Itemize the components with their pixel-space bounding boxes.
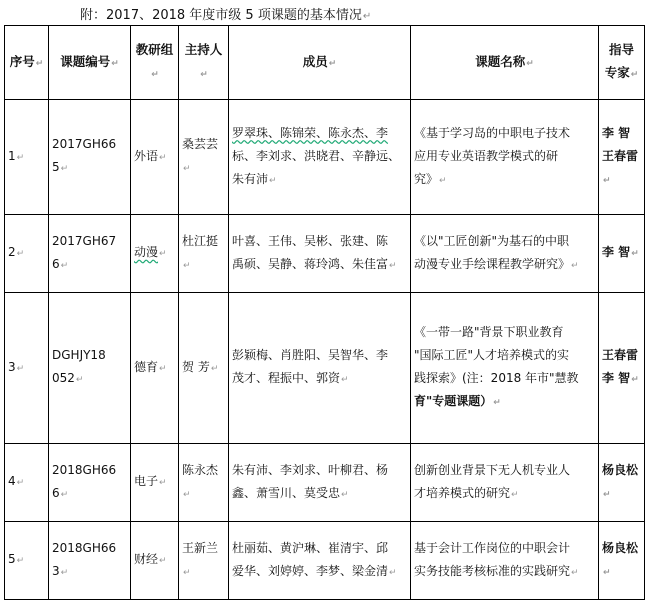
cell-members: 杜丽茹、黄沪琳、崔清宇、邱 爱华、刘婷婷、李梦、梁金清↵ (229, 522, 411, 600)
cell-no: 2↵ (5, 215, 49, 293)
cell-no: 3↵ (5, 293, 49, 444)
cell-code: 2017GH67 6↵ (49, 215, 131, 293)
cell-no: 4↵ (5, 444, 49, 522)
cell-code: 2018GH66 6↵ (49, 444, 131, 522)
cell-host: 杜江挺↵ (179, 215, 229, 293)
cell-title: 创新创业背景下无人机专业人 才培养模式的研究↵ (411, 444, 599, 522)
header-members: 成员↵ (229, 26, 411, 100)
cell-expert: 杨良松↵ (599, 522, 645, 600)
cell-expert: 杨良松↵ (599, 444, 645, 522)
cell-group: 德育↵ (131, 293, 179, 444)
cell-host: 王新兰↵ (179, 522, 229, 600)
cell-group: 外语↵ (131, 100, 179, 215)
header-row (5, 26, 645, 100)
cell-title: 《以"工匠创新"为基石的中职 动漫专业手绘课程教学研究》↵ (411, 215, 599, 293)
cell-no: 5↵ (5, 522, 49, 600)
cell-code: DGHJY18 052↵ (49, 293, 131, 444)
cell-code: 2017GH66 5↵ (49, 100, 131, 215)
cell-expert: 李 智↵ (599, 215, 645, 293)
header-group: 教研组↵ (131, 26, 179, 100)
table-caption: 附：2017、2018 年度市级 5 项课题的基本情况↵ (80, 8, 372, 23)
header-expert: 指导 专家↵ (599, 26, 645, 100)
cell-host: 桑芸芸↵ (179, 100, 229, 215)
header-no: 序号↵ (5, 26, 49, 100)
cell-title: 《一带一路"背景下职业教育 "国际工匠"人才培养模式的实 践探索》(注：2018 年市"慧教 育"专题课题）↵ (411, 293, 599, 444)
cell-code: 2018GH66 3↵ (49, 522, 131, 600)
cell-title: 《基于学习岛的中职电子技术 应用专业英语教学模式的研 究》↵ (411, 100, 599, 215)
header-code: 课题编号↵ (49, 26, 131, 100)
cell-group: 动漫↵ (131, 215, 179, 293)
project-table (4, 25, 645, 600)
table-row (5, 444, 645, 522)
cell-expert: 李 智 王春雷↵ (599, 100, 645, 215)
table-row (5, 522, 645, 600)
header-title: 课题名称↵ (411, 26, 599, 100)
cell-members: 罗翠珠、陈锦荣、陈永杰、李 标、李刘求、洪晓君、辛静远、 朱有沛↵ (229, 100, 411, 215)
table-row (5, 100, 645, 215)
table-row (5, 293, 645, 444)
cell-members: 叶喜、王伟、吴彬、张建、陈 禹硕、吴静、蒋玲鸿、朱佳富↵ (229, 215, 411, 293)
cell-title: 基于会计工作岗位的中职会计 实务技能考核标准的实践研究↵ (411, 522, 599, 600)
cell-no: 1↵ (5, 100, 49, 215)
cell-host: 陈永杰↵ (179, 444, 229, 522)
header-host: 主持人↵ (179, 26, 229, 100)
cell-members: 朱有沛、李刘求、叶柳君、杨 鑫、萧雪川、莫受忠↵ (229, 444, 411, 522)
cell-expert: 王春雷 李 智↵ (599, 293, 645, 444)
cell-members: 彭颖梅、肖胜阳、吴智华、李 茂才、程振中、郭资↵ (229, 293, 411, 444)
cell-group: 电子↵ (131, 444, 179, 522)
table-row (5, 215, 645, 293)
cell-host: 贺 芳↵ (179, 293, 229, 444)
cell-group: 财经↵ (131, 522, 179, 600)
